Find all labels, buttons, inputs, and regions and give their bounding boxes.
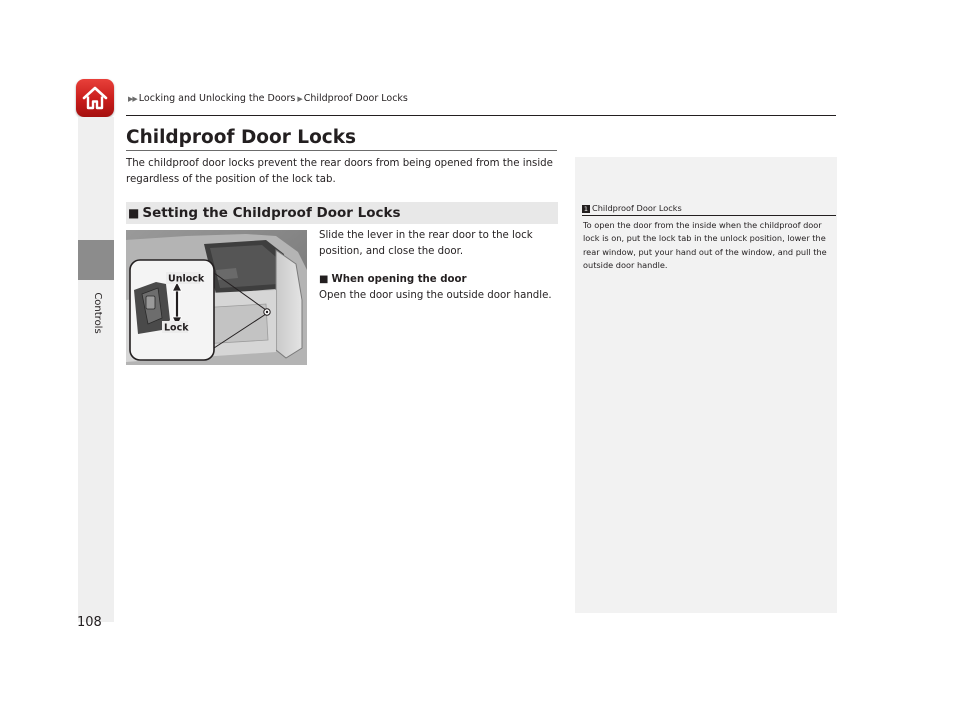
note-title-text[interactable]: Childproof Door Locks [592, 203, 682, 213]
intro-text: The childproof door locks prevent the rear doors from being opened from the inside regardless of the position of the lock tab. [126, 158, 553, 185]
subheading-text: When opening the door [331, 274, 467, 285]
childproof-lock-illustration [126, 230, 307, 365]
home-button[interactable] [76, 79, 114, 117]
note-divider [582, 215, 836, 216]
lock-label: Lock [164, 322, 189, 334]
note-title [582, 203, 682, 213]
breadcrumb-arrow-icon: ▶▶ [128, 95, 137, 103]
square-bullet-icon: ■ [128, 206, 140, 220]
subheading-body: Open the door using the outside door handle. [319, 290, 552, 301]
section-title-text: Setting the Childproof Door Locks [142, 205, 401, 221]
side-tab [78, 117, 114, 622]
header-divider [126, 115, 836, 116]
subheading [319, 274, 467, 285]
note-reference-badge: 1 [583, 205, 589, 213]
breadcrumb-item-childproof[interactable]: Childproof Door Locks [303, 93, 408, 104]
side-tab-label: Controls [92, 292, 103, 334]
instruction-text: Slide the lever in the rear door to the lock position, and close the door. [319, 230, 533, 257]
page-number: 108 [77, 615, 102, 630]
breadcrumb-arrow-icon: ▶ [297, 95, 302, 103]
note-body: To open the door from the inside when the childproof door lock is on, put the lock tab in the unlock position, lower the rear window, put your hand out of the window, and pull the outside door handle. [583, 220, 827, 271]
breadcrumb [126, 93, 408, 104]
title-divider [126, 150, 557, 151]
page-title: Childproof Door Locks [126, 127, 357, 148]
section-title [128, 205, 401, 221]
unlock-label: Unlock [168, 273, 205, 285]
breadcrumb-item-locking[interactable]: Locking and Unlocking the Doors [138, 93, 296, 104]
home-icon [81, 84, 109, 112]
side-tab-marker [78, 240, 114, 280]
square-bullet-icon: ■ [319, 274, 329, 285]
